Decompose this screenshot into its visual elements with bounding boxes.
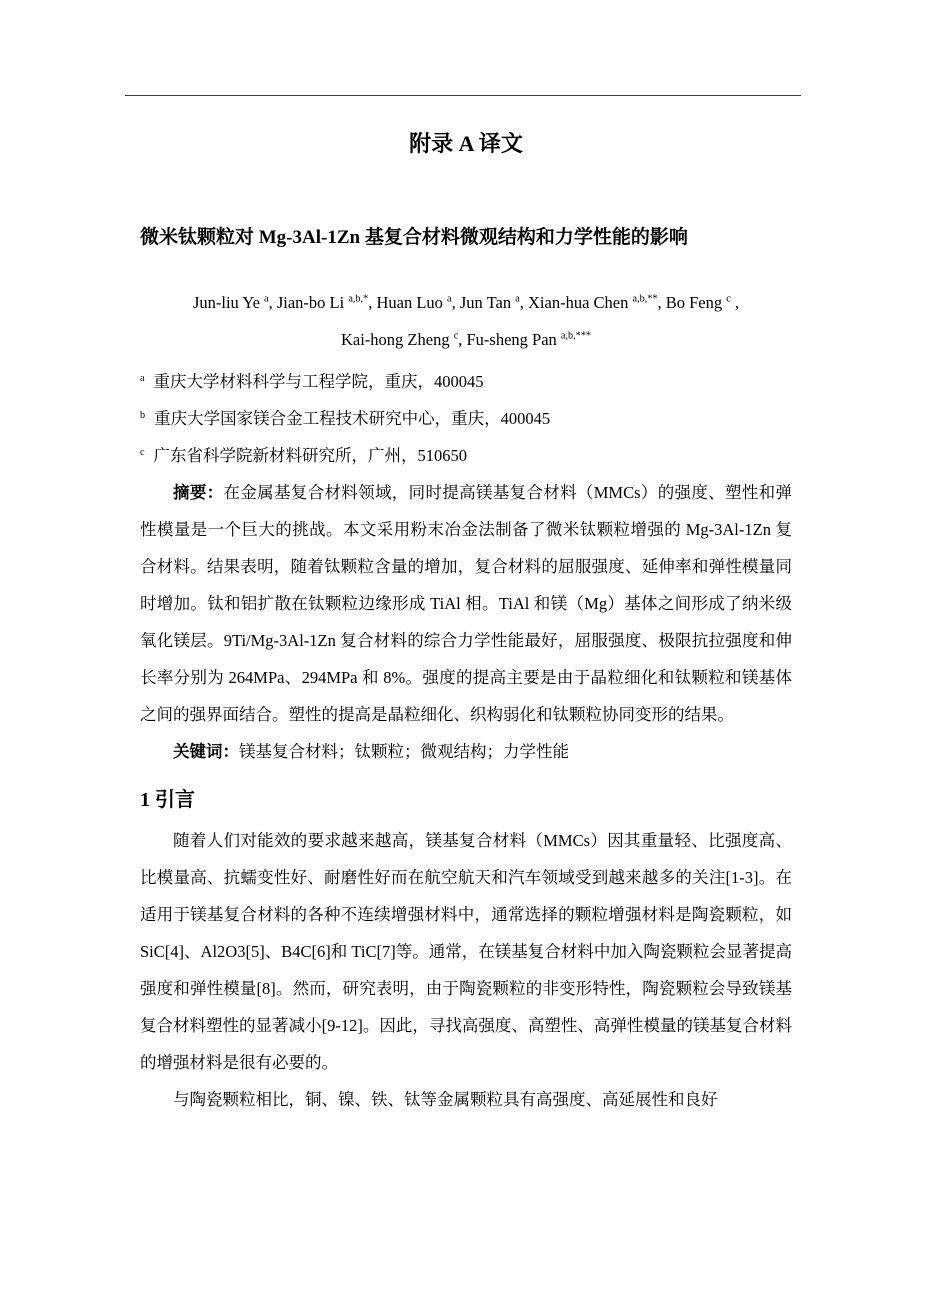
affiliation-a: $^a$ 重庆大学材料科学与工程学院，重庆，400045	[140, 372, 484, 391]
affiliation-b: $^b$ 重庆大学国家镁合金工程技术研究中心，重庆，400045	[140, 409, 551, 428]
authors-line-1: Jun-liu Ye $^a$, Jian-bo Li $^{a,b,*}$, Huan Luo $^a$, Jun Tan $^a$, Xian-hua Chen $^{a,b,**}$, Bo Feng $^c$ ,	[192, 293, 740, 312]
keywords-line: 关键词：镁基复合材料；钛颗粒；微观结构；力学性能	[173, 742, 569, 761]
intro-paragraph-1: 随着人们对能效的要求越来越高，镁基复合材料（MMCs）因其重量轻、比强度高、比模量高、抗蠕变性好、耐磨性好而在航空航天和汽车领域受到越来越多的关注[1-3]。在适用于镁基复合材料的各种不连续增强材料中，通常选择的颗粒增强材料是陶瓷颗粒，如 SiC[4]、Al2O3[5]、B4C[6]和 TiC[7]等。通常，在镁基复合材料中加入陶瓷颗粒会显著提高强度和弹性模量[8]。然而，研究表明，由于陶瓷颗粒的非变形特性，陶瓷颗粒会导致镁基复合材料塑性的显著减小[9-12]。因此，寻找高强度、高塑性、高弹性模量的镁基复合材料的增强材料是很有必要的。	[140, 831, 792, 1072]
abstract-paragraph: 摘要：在金属基复合材料领域，同时提高镁基复合材料（MMCs）的强度、塑性和弹性模量是一个巨大的挑战。本文采用粉末冶金法制备了微米钛颗粒增强的 Mg-3Al-1Zn 复合材料。结果表明，随着钛颗粒含量的增加，复合材料的屈服强度、延伸率和弹性模量同时增加。钛和铝扩散在钛颗粒边缘形成 TiAl 相。TiAl 和镁（Mg）基体之间形成了纳米级氧化镁层。9Ti/Mg-3Al-1Zn 复合材料的综合力学性能最好，屈服强度、极限抗拉强度和伸长率分别为 264MPa、294MPa 和 8%。强度的提高主要是由于晶粒细化和钛颗粒和镁基体之间的强界面结合。塑性的提高是晶粒细化、织构弱化和钛颗粒协同变形的结果。	[140, 483, 792, 724]
authors-line-2: Kai-hong Zheng $^c$, Fu-sheng Pan $^{a,b,***}$	[340, 330, 592, 349]
intro-paragraph-2: 与陶瓷颗粒相比，铜、镍、铁、钛等金属颗粒具有高强度、高延展性和良好	[173, 1090, 718, 1109]
affiliation-c: $^c$ 广东省科学院新材料研究所，广州，510650	[140, 446, 468, 465]
page-content	[140, 0, 792, 1118]
section-heading-introduction: 1 引言	[140, 789, 195, 811]
affiliations-block	[140, 363, 792, 474]
paper-title: 微米钛颗粒对 Mg-3Al-1Zn 基复合材料微观结构和力学性能的影响	[140, 227, 688, 248]
appendix-title: 附录 A 译文	[409, 131, 523, 156]
